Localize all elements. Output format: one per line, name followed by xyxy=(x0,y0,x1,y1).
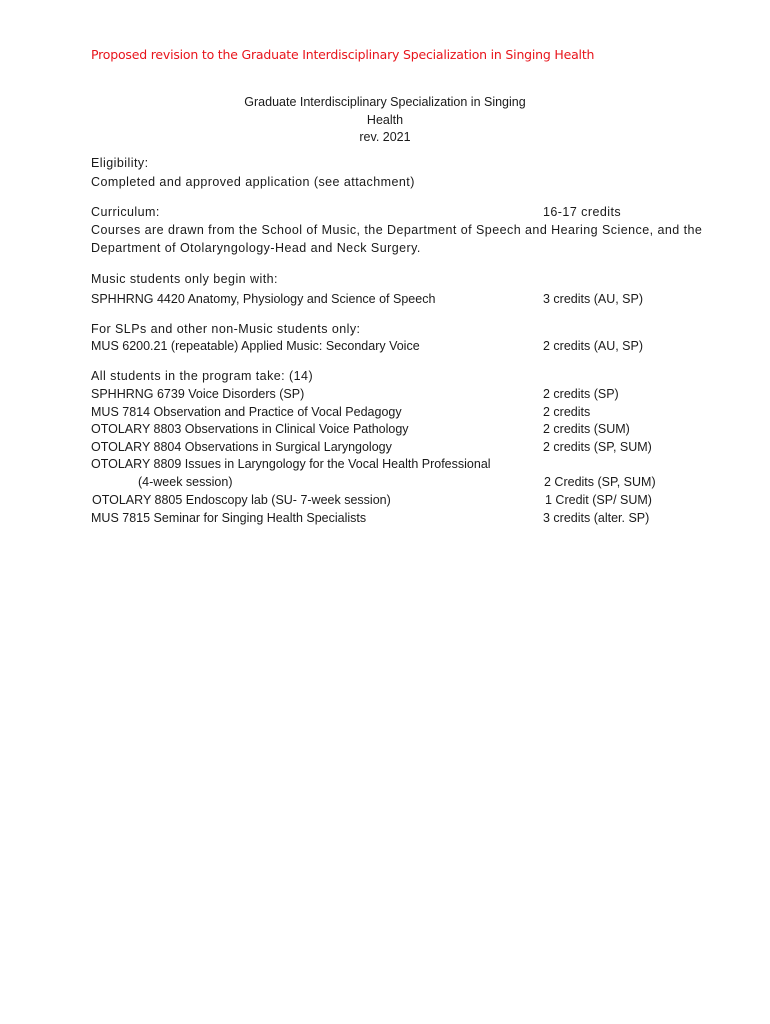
course-credits: 2 credits (SUM) xyxy=(543,422,630,436)
course-credits: 1 Credit (SP/ SUM) xyxy=(545,493,652,507)
title-line-2: Health xyxy=(366,112,404,127)
curriculum-heading: Curriculum: xyxy=(91,205,160,219)
course-credits: 3 credits (alter. SP) xyxy=(543,511,650,525)
curriculum-description-line-1: Courses are drawn from the School of Music, the Department of Speech and Hearing Science, and the xyxy=(91,223,703,237)
course-credits: 2 Credits (SP, SUM) xyxy=(544,475,656,489)
eligibility-text: Completed and approved application (see attachment) xyxy=(91,175,415,189)
non-music-heading: For SLPs and other non-Music students only: xyxy=(91,322,361,336)
music-students-credits: 3 credits (AU, SP) xyxy=(543,292,644,306)
course-name: OTOLARY 8804 Observations in Surgical Laryngology xyxy=(91,440,392,454)
course-credits: 2 credits (SP) xyxy=(543,387,619,401)
title-line-3: rev. 2021 xyxy=(359,130,411,144)
course-credits: 2 credits (SP, SUM) xyxy=(543,440,652,454)
title-line-1: Graduate Interdisciplinary Specialization in Singing xyxy=(244,95,526,109)
music-students-course: SPHHRNG 4420 Anatomy, Physiology and Science of Speech xyxy=(91,292,436,306)
course-name: (4-week session) xyxy=(138,475,233,489)
course-name: OTOLARY 8803 Observations in Clinical Voice Pathology xyxy=(91,422,409,436)
curriculum-credits: 16-17 credits xyxy=(543,205,622,219)
header-note: Proposed revision to the Graduate Interdisciplinary Specialization in Singing Health xyxy=(91,47,595,62)
course-credits: 2 credits xyxy=(543,405,591,419)
non-music-credits: 2 credits (AU, SP) xyxy=(543,339,644,353)
course-name: OTOLARY 8805 Endoscopy lab (SU- 7-week session) xyxy=(92,493,391,507)
course-name: OTOLARY 8809 Issues in Laryngology for the Vocal Health Professional xyxy=(91,457,491,471)
non-music-course: MUS 6200.21 (repeatable) Applied Music: Secondary Voice xyxy=(91,339,420,353)
all-students-heading: All students in the program take: (14) xyxy=(91,369,314,383)
music-students-heading: Music students only begin with: xyxy=(91,272,278,286)
course-name: MUS 7815 Seminar for Singing Health Specialists xyxy=(91,511,367,525)
course-name: MUS 7814 Observation and Practice of Vocal Pedagogy xyxy=(91,405,402,419)
curriculum-description-line-2: Department of Otolaryngology-Head and Neck Surgery. xyxy=(91,241,421,255)
course-name: SPHHRNG 6739 Voice Disorders (SP) xyxy=(91,387,305,401)
eligibility-heading: Eligibility: xyxy=(91,156,149,170)
document-title xyxy=(180,94,590,147)
